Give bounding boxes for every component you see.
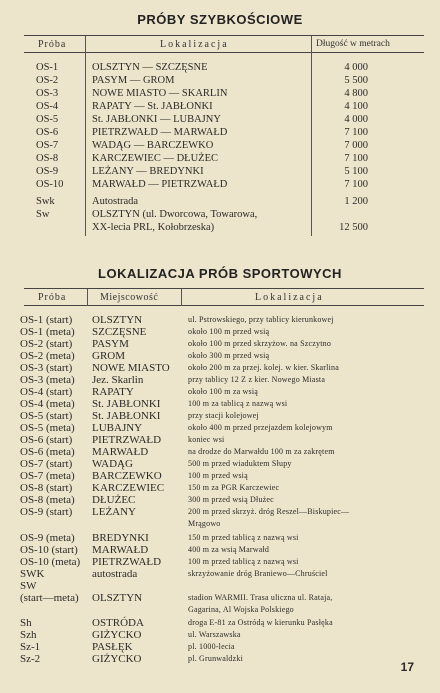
table2-cell-proba: SWK (20, 568, 45, 580)
table2-cell-miejscowosc: OSTRÓDA (92, 617, 144, 629)
table1-cell-proba: Swk (36, 196, 55, 207)
table2-cell-proba: OS-1 (start) (20, 314, 73, 326)
table2-cell-lokalizacja: około 100 m przed wsią (188, 327, 270, 336)
table2-cell-lokalizacja: skrzyżowanie dróg Braniewo—Chruściel (188, 569, 328, 578)
table1-cell-lokalizacja: PASYM — GROM (92, 75, 175, 86)
table2-cell-miejscowosc: NOWE MIASTO (92, 362, 170, 374)
table2-cell-miejscowosc: KARCZEWIEC (92, 482, 165, 494)
table2-cell-lokalizacja: droga E-81 za Ostródą w kierunku Pasłęka (188, 618, 333, 627)
table2-cell-miejscowosc: GIŻYCKO (92, 629, 142, 641)
table1-cell-lokalizacja: PIETRZWAŁD — MARWAŁD (92, 127, 228, 138)
table2-cell-proba: OS-6 (start) (20, 434, 73, 446)
table1-cell-proba: OS-8 (36, 153, 59, 164)
table2-cell-lokalizacja: 500 m przed wiaduktem Słupy (188, 459, 292, 468)
table2-cell-miejscowosc: PIETRZWAŁD (92, 434, 162, 446)
table1-cell-proba: OS-7 (36, 140, 59, 151)
table2-cell-proba: OS-4 (start) (20, 386, 73, 398)
table1-header-rule (24, 52, 424, 53)
table2-cell-proba: OS-3 (meta) (20, 374, 75, 386)
table1-row (0, 165, 440, 178)
table2-cell-miejscowosc: PASYM (92, 338, 129, 350)
table2-cell-lokalizacja: ul. Pstrowskiego, przy tablicy kierunkowej (188, 315, 334, 324)
table1-row (0, 113, 440, 126)
table1-cell-dlugosc: 4 000 (344, 114, 368, 125)
table2-cell-lokalizacja: Gagarina, Al Wojska Polskiego (188, 605, 294, 614)
table2-cell-lokalizacja: pl. 1000-lecia (188, 642, 235, 651)
table2-header-proba: Próba (38, 292, 67, 303)
table2-cell-proba: OS-6 (meta) (20, 446, 75, 458)
table1-header-proba: Próba (38, 39, 67, 50)
table2-cell-lokalizacja: 200 m przed skrzyż. dróg Reszel—Biskupiec— (188, 507, 350, 516)
table2-cell-proba: OS-9 (start) (20, 506, 73, 518)
table2-cell-proba: Sh (20, 617, 32, 629)
table1-cell-proba: OS-1 (36, 62, 59, 73)
table1-cell-dlugosc: 7 100 (344, 127, 368, 138)
table1-cell-lokalizacja: LEŻANY — BREDYNKI (92, 166, 204, 177)
table1-cell-lokalizacja: KARCZEWIEC — DŁUŻEC (92, 153, 218, 164)
table2-cell-proba: OS-10 (start) (20, 544, 78, 556)
table1-cell-dlugosc: 5 100 (344, 166, 368, 177)
table1-row (0, 221, 440, 234)
table2-cell-proba: (start—meta) (20, 592, 79, 604)
table2-cell-lokalizacja: około 200 m za przej. kolej. w kier. Skarlina (188, 363, 339, 372)
table2-cell-lokalizacja: ul. Warszawska (188, 630, 241, 639)
table2-cell-miejscowosc: BARCZEWKO (92, 470, 162, 482)
table2-cell-miejscowosc: WADĄG (92, 458, 133, 470)
table1-cell-lokalizacja: St. JABŁONKI — LUBAJNY (92, 114, 221, 125)
table1-row (0, 100, 440, 113)
table1-cell-dlugosc: 7 100 (344, 153, 368, 164)
table2-cell-proba: OS-7 (start) (20, 458, 73, 470)
table1-cell-lokalizacja: OLSZTYN (ul. Dworcowa, Towarowa, (92, 209, 258, 220)
table2-cell-miejscowosc: GROM (92, 350, 126, 362)
table2-col-divider-2 (181, 289, 182, 306)
table1-cell-dlugosc: 7 000 (344, 140, 368, 151)
table1-cell-proba: OS-10 (36, 179, 64, 190)
table1-title: PRÓBY SZYBKOŚCIOWE (137, 12, 303, 27)
table2-cell-lokalizacja: 100 m przed wsią (188, 471, 248, 480)
table2-cell-miejscowosc: BREDYNKI (92, 532, 149, 544)
table2-cell-lokalizacja: 100 m przed tablicą z nazwą wsi (188, 557, 299, 566)
table2-cell-miejscowosc: Jez. Skarlin (92, 374, 144, 386)
table2-cell-lokalizacja: przy stacji kolejowej (188, 411, 259, 420)
table2-cell-lokalizacja: około 100 m przed skrzyżow. na Szczytno (188, 339, 332, 348)
table1-cell-lokalizacja: OLSZTYN — SZCZĘSNE (92, 62, 208, 73)
table2-cell-miejscowosc: PIETRZWAŁD (92, 556, 162, 568)
table1-cell-dlugosc: 4 100 (344, 101, 368, 112)
table2-cell-lokalizacja: stadion WARMII. Trasa uliczna ul. Rataja, (188, 593, 333, 602)
table2-col-divider-1 (87, 289, 88, 306)
table1-cell-proba: Sw (36, 209, 50, 220)
table1-row (0, 195, 440, 208)
table1-cell-lokalizacja: RAPATY — St. JABŁONKI (92, 101, 213, 112)
table2-cell-proba: OS-4 (meta) (20, 398, 75, 410)
table1-row (0, 61, 440, 74)
table1-row (0, 87, 440, 100)
table1-row (0, 152, 440, 165)
table2-cell-lokalizacja: 400 m za wsią Marwałd (188, 545, 270, 554)
table2-cell-miejscowosc: MARWAŁD (92, 446, 149, 458)
table1-header-lokalizacja: Lokalizacja (160, 39, 229, 50)
table1-cell-dlugosc: 12 500 (339, 222, 368, 233)
table2-cell-miejscowosc: St. JABŁONKI (92, 398, 161, 410)
table1-cell-proba: OS-2 (36, 75, 59, 86)
table1-top-rule (24, 35, 424, 36)
table1-row (0, 139, 440, 152)
table2-cell-proba: OS-10 (meta) (20, 556, 81, 568)
table2-cell-miejscowosc: MARWAŁD (92, 544, 149, 556)
table2-cell-proba: OS-1 (meta) (20, 326, 75, 338)
table2-cell-lokalizacja: na drodze do Marwałdu 100 m za zakrętem (188, 447, 335, 456)
table2-cell-lokalizacja: 150 m za PGR Karczewiec (188, 483, 280, 492)
table1-header-dlugosc: Długość w metrach (316, 39, 390, 49)
table2-cell-proba: Sz-2 (20, 653, 41, 665)
table2-cell-lokalizacja: 150 m przed tablicą z nazwą wsi (188, 533, 299, 542)
table1-cell-dlugosc: 4 800 (344, 88, 368, 99)
table1-cell-lokalizacja: MARWAŁD — PIETRZWAŁD (92, 179, 228, 190)
table2-header-rule (24, 305, 424, 306)
table1-cell-lokalizacja: WADĄG — BARCZEWKO (92, 140, 214, 151)
table2-cell-lokalizacja: koniec wsi (188, 435, 225, 444)
table2-cell-lokalizacja: pl. Grunwaldzki (188, 654, 243, 663)
table1-row (0, 126, 440, 139)
table2-cell-proba: OS-2 (start) (20, 338, 73, 350)
table1-row (0, 178, 440, 191)
table2-cell-proba: OS-8 (start) (20, 482, 73, 494)
table2-cell-proba: OS-2 (meta) (20, 350, 75, 362)
table2-cell-miejscowosc: PASŁĘK (92, 641, 133, 653)
table1-cell-proba: OS-5 (36, 114, 59, 125)
table2-cell-lokalizacja: przy tablicy 12 Z z kier. Nowego Miasta (188, 375, 326, 384)
table1-cell-dlugosc: 4 000 (344, 62, 368, 73)
table1-cell-proba: OS-9 (36, 166, 59, 177)
table2-cell-lokalizacja: 300 m przed wsią Dłużec (188, 495, 274, 504)
table2-cell-miejscowosc: OLSZTYN (92, 314, 143, 326)
table2-cell-proba: OS-8 (meta) (20, 494, 75, 506)
table2-header-miejscowosc: Miejscowość (100, 292, 159, 303)
table2-cell-miejscowosc: LEŻANY (92, 506, 136, 518)
table1-cell-lokalizacja: XX-lecia PRL, Kołobrzeska) (92, 222, 215, 233)
table1-cell-proba: OS-6 (36, 127, 59, 138)
table2-cell-miejscowosc: St. JABŁONKI (92, 410, 161, 422)
table2-cell-proba: OS-3 (start) (20, 362, 73, 374)
table2-header-lokalizacja: Lokalizacja (255, 292, 324, 303)
table2-cell-miejscowosc: LUBAJNY (92, 422, 143, 434)
table2-cell-proba: Sz-1 (20, 641, 41, 653)
table2-cell-lokalizacja: około 300 m przed wsią (188, 351, 270, 360)
page-number: 17 (400, 660, 414, 674)
table1-cell-proba: OS-4 (36, 101, 59, 112)
table2-cell-proba: SW (20, 580, 37, 592)
table2-cell-lokalizacja: 100 m za tablicą z nazwą wsi (188, 399, 288, 408)
table2-cell-lokalizacja: Mrągowo (188, 519, 221, 528)
table2-cell-miejscowosc: SZCZĘSNE (92, 326, 147, 338)
table2-cell-miejscowosc: OLSZTYN (92, 592, 143, 604)
table1-cell-lokalizacja: Autostrada (92, 196, 139, 207)
table2-cell-proba: OS-5 (start) (20, 410, 73, 422)
table2-cell-proba: OS-7 (meta) (20, 470, 75, 482)
table2-cell-lokalizacja: około 400 m przed przejazdem kolejowym (188, 423, 333, 432)
table2-cell-miejscowosc: autostrada (92, 568, 138, 580)
table2-top-rule (24, 288, 424, 289)
table1-cell-lokalizacja: NOWE MIASTO — SKARLIN (92, 88, 228, 99)
table1-row (0, 208, 440, 221)
table2-cell-lokalizacja: około 100 m za wsią (188, 387, 259, 396)
table1-cell-dlugosc: 1 200 (344, 196, 368, 207)
table2-cell-proba: Szh (20, 629, 37, 641)
table1-cell-dlugosc: 7 100 (344, 179, 368, 190)
table1-row (0, 74, 440, 87)
table1-cell-dlugosc: 5 500 (344, 75, 368, 86)
table1-cell-proba: OS-3 (36, 88, 59, 99)
table2-title: LOKALIZACJA PRÓB SPORTOWYCH (98, 266, 342, 281)
table2-cell-miejscowosc: GIŻYCKO (92, 653, 142, 665)
table2-cell-miejscowosc: RAPATY (92, 386, 134, 398)
table2-cell-miejscowosc: DŁUŻEC (92, 494, 136, 506)
table2-cell-proba: OS-9 (meta) (20, 532, 75, 544)
table2-cell-proba: OS-5 (meta) (20, 422, 75, 434)
